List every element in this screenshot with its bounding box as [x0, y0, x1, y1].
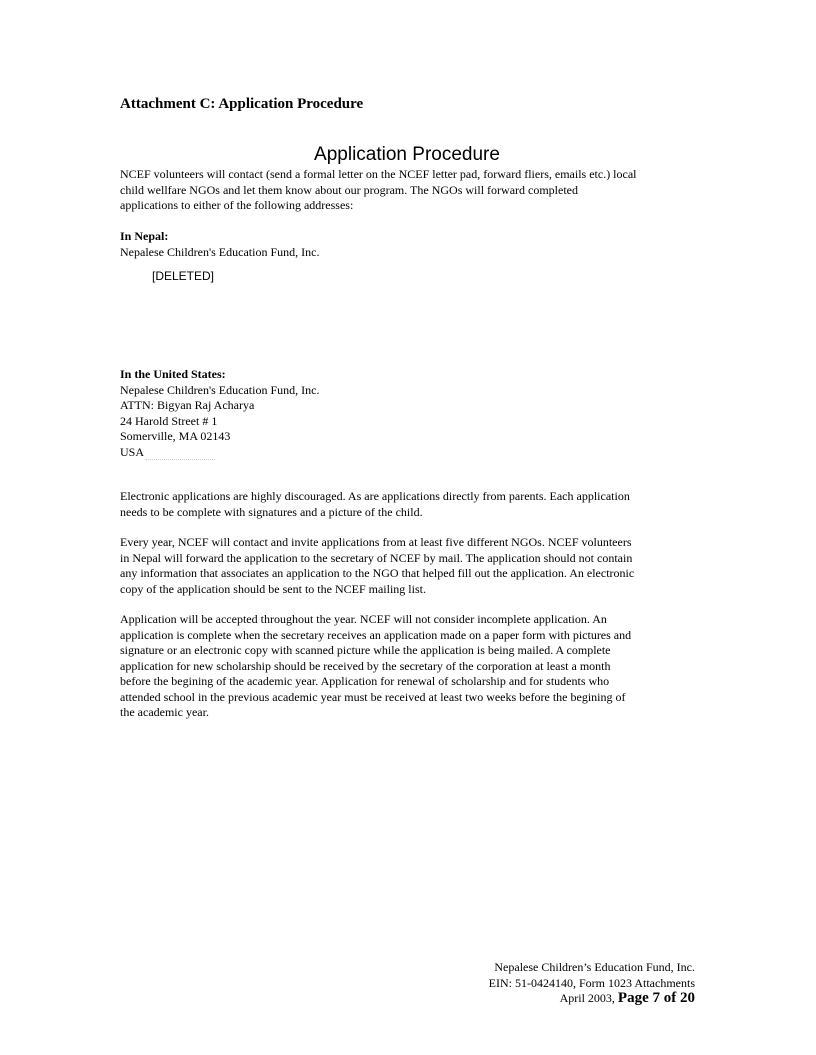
paragraph-line: Every year, NCEF will contact and invite applications from at least five different NGOs. NCEF volunteers [120, 535, 632, 549]
intro-paragraph [120, 167, 700, 214]
paragraph-line: application for new scholarship should be received by the secretary of the corporation at least a month [120, 658, 611, 673]
us-address-line: 24 Harold Street # 1 [120, 413, 218, 428]
paragraph-line: Application will be accepted throughout the year. NCEF will not consider incomplete application. An [120, 612, 607, 626]
paragraph-line: before the begining of the academic year. Application for renewal of scholarship and for students who [120, 674, 610, 688]
footer-ein: EIN: 51-0424140, Form 1023 Attachments [488, 975, 695, 990]
paragraph-line: Electronic applications are highly discouraged. As are applications directly from parents. Each application [120, 489, 630, 503]
every-year-paragraph [120, 535, 700, 597]
intro-line: NCEF volunteers will contact (send a formal letter on the NCEF letter pad, forward fliers, emails etc.) local [120, 167, 637, 181]
faint-dotted-rule [145, 459, 215, 460]
footer-page-line [400, 991, 695, 1007]
nepal-address-block [120, 229, 319, 260]
paragraph-line: in Nepal will forward the application to the secretary of NCEF by mail. The application should not contain [120, 550, 633, 565]
nepal-org: Nepalese Children's Education Fund, Inc. [120, 244, 320, 259]
paragraph-line: the academic year. [120, 705, 209, 719]
us-address-line: Nepalese Children's Education Fund, Inc. [120, 382, 320, 397]
us-address-line: Somerville, MA 02143 [120, 429, 231, 443]
electronic-applications-paragraph [120, 489, 700, 520]
paragraph-line: application is complete when the secretary receives an application made on a paper form with pictures and [120, 627, 632, 642]
us-address-line: USA [120, 444, 145, 459]
footer-date: April 2003, [559, 991, 615, 1005]
footer-org: Nepalese Children’s Education Fund, Inc. [494, 960, 695, 974]
paragraph-line: copy of the application should be sent to the NCEF mailing list. [120, 581, 426, 596]
paragraph-line: attended school in the previous academic year must be received at least two weeks before the begining of [120, 689, 626, 704]
attachment-heading: Attachment C: Application Procedure [120, 96, 364, 112]
document-title: Application Procedure [314, 144, 500, 165]
page-number: Page 7 of 20 [617, 990, 695, 1006]
intro-line: applications to either of the following addresses: [120, 198, 354, 212]
paragraph-line: needs to be complete with signatures and a picture of the child. [120, 504, 423, 519]
us-address-block [120, 367, 319, 460]
page-footer [400, 960, 695, 1007]
nepal-label: In Nepal: [120, 229, 169, 243]
paragraph-line: signature or an electronic copy with scanned picture while the application is being mailed. A complete [120, 643, 611, 657]
us-address-line: ATTN: Bigyan Raj Acharya [120, 398, 255, 412]
paragraph-line: any information that associates an application to the NGO that helped fill out the application. An electronic [120, 566, 635, 580]
acceptance-paragraph [120, 612, 700, 721]
deleted-address-note: [DELETED] [152, 269, 215, 283]
us-label: In the United States: [120, 367, 226, 381]
intro-line: child wellfare NGOs and let them know about our program. The NGOs will forward completed [120, 182, 578, 197]
